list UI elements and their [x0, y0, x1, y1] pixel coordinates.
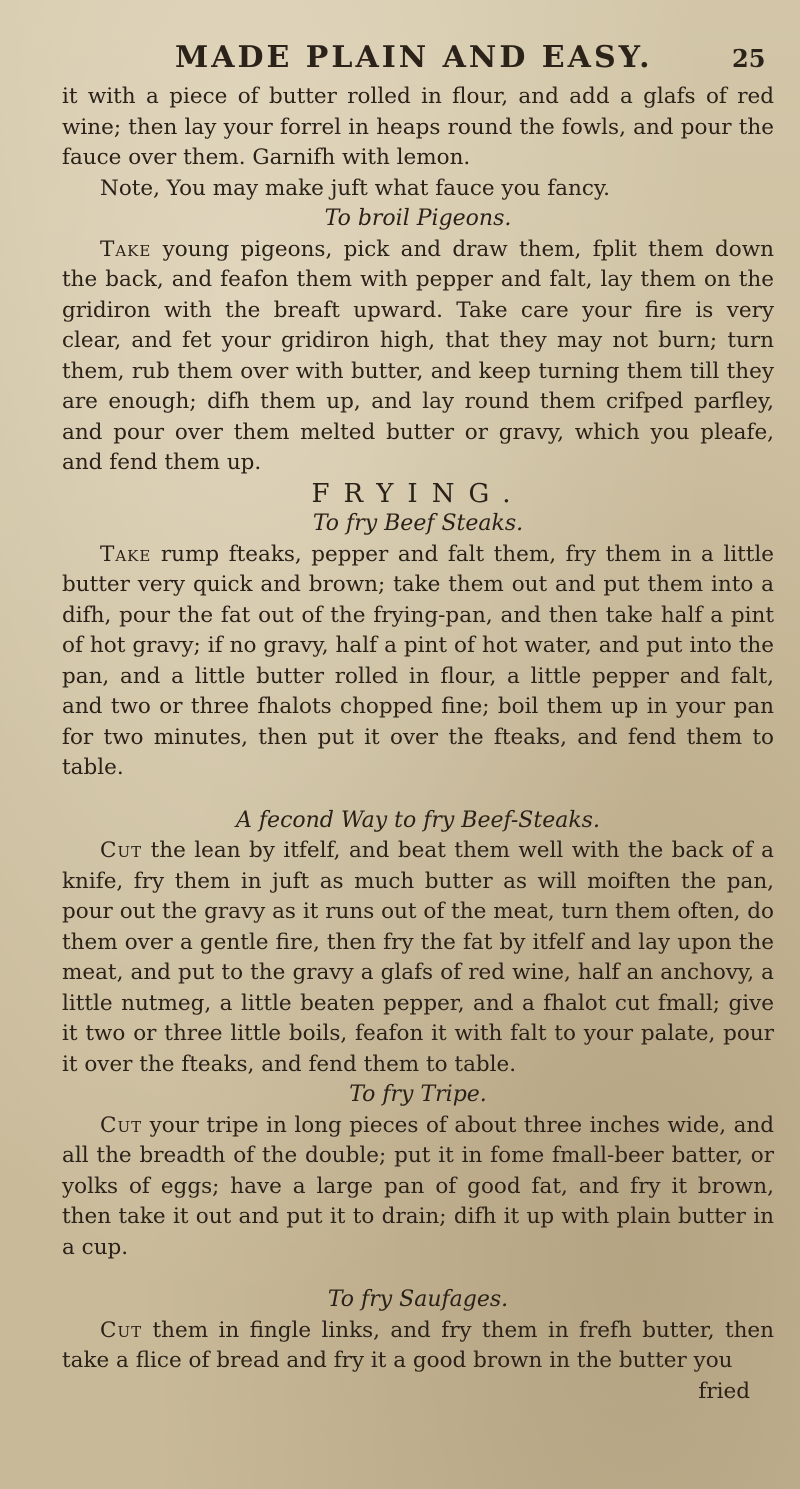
- lead-word: Cut: [100, 838, 143, 863]
- recipe-heading-fry-tripe: To fry Tripe.: [349, 1082, 487, 1107]
- recipe-heading-fry-sausages: To fry Saufages.: [327, 1287, 509, 1312]
- recipe-heading-broil-pigeons: To broil Pigeons.: [324, 206, 512, 231]
- paragraph-text: young pigeons, pick and draw them, fplit them down the back, and feafon them with pepper and falt, lay them on the gridiron with the breaft upward. Take care your fire is very clear, and fet your gridiron high, that they may not burn; turn them, rub them over with butter, and keep turning them till they are enough; difh them up, and lay round them crifped parfley, and pour over them melted butter or gravy, which you pleafe, and fend them up.: [62, 236, 774, 475]
- lead-word: Take: [100, 541, 152, 567]
- recipe-heading-second-way: A fecond Way to fry Beef-Steaks.: [236, 807, 600, 833]
- spacer: [62, 784, 774, 806]
- paragraph-continuation: it with a piece of butter rolled in flour, and add a glafs of red wine; then lay your forrel in heaps round the fowls, and pour the fauce over them. Garnifh with lemon.: [62, 84, 774, 170]
- lead-word: Cut: [100, 1317, 143, 1343]
- catchword: fried: [698, 1378, 750, 1404]
- recipe-paragraph-fry-beef-steaks: [62, 540, 774, 784]
- page-number: 25: [732, 44, 766, 73]
- paragraph-text: them in fingle links, and fry them in frefh butter, then take a flice of bread and fry it a good brown in the butter you: [62, 1317, 774, 1373]
- text-column: [62, 82, 774, 1407]
- running-head: [0, 40, 800, 80]
- lead-word: Take: [100, 236, 152, 262]
- recipe-heading-fry-beef-steaks: To fry Beef Steaks.: [312, 511, 524, 536]
- paragraph-note: Note, You may make juft what fauce you fancy.: [100, 175, 610, 201]
- paragraph-text: your tripe in long pieces of about three inches wide, and all the breadth of the double; put it in fome fmall-beer batter, or yolks of eggs; have a large pan of good fat, and fry it brown, then take it out and put it to drain; difh it up with plain butter in a cup.: [62, 1112, 774, 1260]
- recipe-paragraph-broil-pigeons: [62, 235, 774, 479]
- paragraph-text: rump fteaks, pepper and falt them, fry them in a little butter very quick and brown; take them out and put them into a difh, pour the fat out of the frying-pan, and then take half a pint of hot gravy; if no gravy, half a pint of hot water, and put into the pan, and a little butter rolled in flour, a little pepper and falt, and two or three fhalots chopped fine; boil them up in your pan for two minutes, then put it over the fteaks, and fend them to table.: [62, 541, 774, 780]
- paragraph-text: the lean by itfelf, and beat them well with the back of a knife, fry them in juft as much butter as will moiften the pan, pour out the gravy as it runs out of the meat, turn them often, do them over a gentle fire, then fry the fat by itfelf and lay upon the meat, and put to the gravy a glafs of red wine, half an anchovy, a little nutmeg, a little beaten pepper, and a fhalot cut fmall; give it two or three little boils, feafon it with falt to your palate, pour it over the fteaks, and fend them to table.: [62, 838, 774, 1077]
- running-title: MADE PLAIN AND EASY.: [175, 40, 653, 75]
- spacer: [62, 1263, 774, 1285]
- recipe-paragraph-second-way: [62, 836, 774, 1080]
- recipe-paragraph-fry-sausages: [62, 1316, 774, 1377]
- lead-word: Cut: [100, 1112, 143, 1138]
- recipe-paragraph-fry-tripe: [62, 1111, 774, 1264]
- section-heading-frying: FRYING.: [311, 478, 525, 509]
